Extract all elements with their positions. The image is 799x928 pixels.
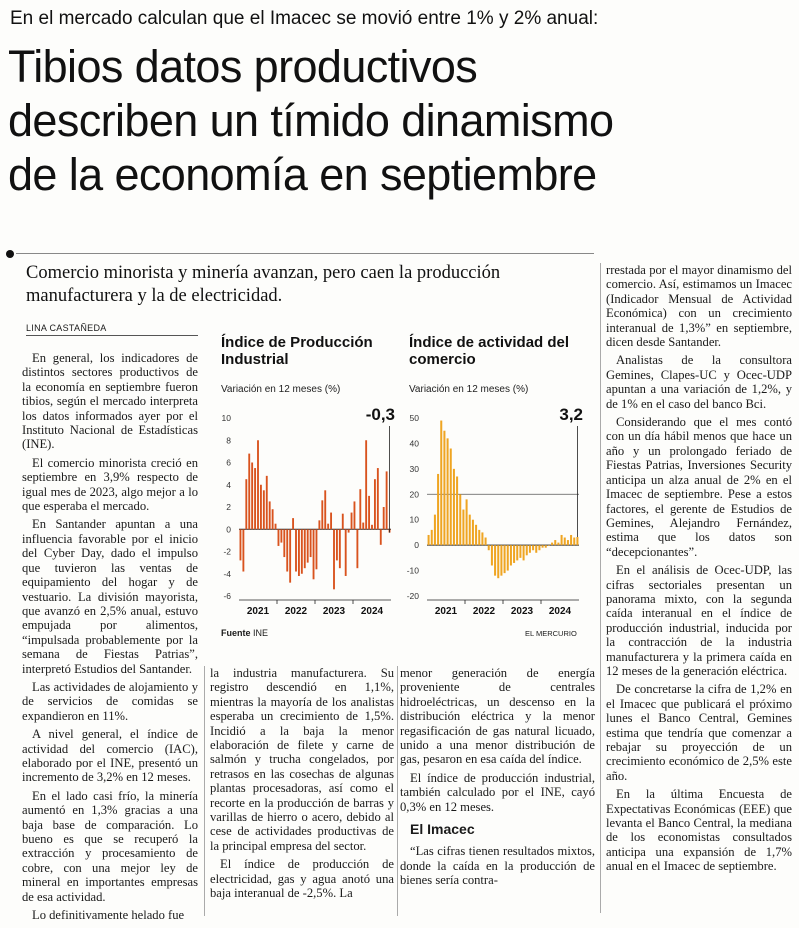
- bar: [336, 529, 338, 560]
- divider: [16, 253, 594, 254]
- bar: [538, 545, 540, 550]
- y-tick-label: 50: [409, 413, 419, 423]
- bar: [567, 540, 569, 545]
- bar: [354, 501, 356, 529]
- bar: [447, 438, 449, 545]
- bar: [545, 545, 547, 548]
- bar: [295, 529, 297, 571]
- bar: [456, 476, 458, 545]
- paragraph: A nivel general, el índice de actividad del comercio (IAC), elaborado por el INE, presentó un incremento de 3,2% en 12 meses.: [22, 727, 198, 785]
- headline-line: Tibios datos productivos: [8, 41, 478, 92]
- bar: [345, 529, 347, 576]
- x-tick-label: 2021: [434, 606, 458, 617]
- x-tick-label: 2023: [322, 606, 346, 617]
- paragraph: Las actividades de alojamiento y de servicios de comidas se expandieron en 11%.: [22, 679, 198, 723]
- chart-subtitle: Variación en 12 meses (%): [409, 384, 529, 395]
- bar: [263, 490, 265, 529]
- bar: [510, 545, 512, 565]
- bar: [260, 485, 262, 530]
- paragraph: “Las cifras tienen resultados mixtos, donde la caída en la producción de bienes sería contra-: [400, 844, 595, 888]
- y-tick-label: 30: [409, 463, 419, 474]
- bar: [453, 469, 455, 545]
- x-tick-label: 2021: [246, 606, 270, 617]
- bar: [557, 543, 559, 546]
- bar: [292, 518, 294, 529]
- bar: [443, 431, 445, 545]
- bar: [313, 529, 315, 579]
- bar: [535, 545, 537, 553]
- bar: [351, 513, 353, 530]
- x-tick-label: 2022: [284, 606, 308, 617]
- bar: [488, 545, 490, 550]
- bar: [500, 545, 502, 576]
- bar: [278, 529, 280, 546]
- paragraph: En el análisis de Ocec-UDP, las cifras sectoriales presentan un panorama mixto, con la segunda caída interanual en el índice de producción industrial, inducida por la contracción de la industria manufacturera y la primera caída en 12 meses de la generación eléctrica.: [606, 563, 792, 678]
- bar: [519, 545, 521, 558]
- bar: [466, 499, 468, 545]
- bar: [275, 524, 277, 530]
- bar: [437, 474, 439, 545]
- bar: [564, 538, 566, 546]
- bar: [469, 515, 471, 546]
- bar: [554, 540, 556, 545]
- bar: [383, 507, 385, 529]
- bar: [491, 545, 493, 565]
- bar: [272, 509, 274, 529]
- chart-title: Índice de actividad del comercio: [409, 334, 570, 368]
- bar: [532, 545, 534, 550]
- chart-source-value: INE: [253, 628, 269, 638]
- bar: [257, 440, 259, 529]
- paragraph: El índice de producción industrial, también calculado por el INE, cayó 0,3% en 12 meses.: [400, 770, 595, 814]
- y-tick-label: 2: [226, 502, 231, 512]
- y-tick-label: -6: [223, 591, 231, 601]
- bar: [266, 476, 268, 529]
- bar: [478, 530, 480, 545]
- bar: [365, 440, 367, 529]
- highlight-value: 3,2: [559, 405, 583, 424]
- bar: [434, 515, 436, 546]
- bar: [301, 529, 303, 574]
- section-bullet: [6, 250, 14, 258]
- bar: [316, 529, 318, 569]
- bar: [576, 537, 578, 545]
- y-tick-label: 20: [409, 489, 419, 500]
- paragraph: El índice de producción de electricidad, gas y agua anotó una baja interanual de -2,5%. La: [210, 857, 394, 901]
- y-tick-label: 4: [226, 479, 231, 490]
- column-3: [400, 666, 595, 892]
- paragraph: Lo definitivamente helado fue: [32, 908, 185, 923]
- bar: [269, 501, 271, 529]
- y-tick-label: 0: [414, 540, 419, 551]
- bar: [240, 529, 242, 560]
- bar: [472, 520, 474, 545]
- bar: [307, 529, 309, 562]
- y-tick-label: 10: [409, 514, 419, 525]
- bar: [245, 479, 247, 529]
- highlight-value: -0,3: [365, 405, 395, 424]
- bar: [304, 529, 306, 568]
- bar: [324, 490, 326, 529]
- chart-source: [221, 628, 268, 638]
- bar: [298, 529, 300, 576]
- y-tick-label: 10: [221, 413, 231, 423]
- y-tick-label: 8: [226, 435, 231, 446]
- paragraph: El comercio minorista creció en septiembre en 3,9% respecto de igual mes de 2023, algo mejor a lo que esperaba el mercado.: [22, 455, 198, 514]
- bar: [280, 529, 282, 542]
- chart-panel: [209, 322, 595, 648]
- bar: [475, 525, 477, 545]
- paragraph: En el lado casi frío, la minería aumentó en 1,3% gracias a una baja base de comparación. Lo bueno es que se recuperó la extracción y procesamiento de cobre, con una mejor ley de mineral en importantes empresas de esa actividad.: [22, 788, 198, 904]
- bar: [526, 545, 528, 555]
- bar: [333, 529, 335, 589]
- y-tick-label: -4: [223, 568, 231, 579]
- bar: [310, 529, 312, 557]
- column-divider: [397, 666, 398, 916]
- bar: [339, 529, 341, 568]
- x-tick-label: 2022: [472, 606, 496, 617]
- bar: [548, 545, 550, 546]
- bar: [330, 513, 332, 530]
- bar: [248, 454, 250, 530]
- headline-line: describen un tímido dinamismo: [8, 95, 614, 146]
- bar: [348, 529, 350, 532]
- chart-credit: EL MERCURIO: [525, 629, 577, 638]
- subhead: Comercio minorista y minería avanzan, pero caen la producción manufacturera y la de electricidad.: [26, 263, 501, 306]
- bar: [359, 489, 361, 529]
- bar: [371, 525, 373, 529]
- bar: [561, 535, 563, 545]
- bar: [362, 523, 364, 530]
- x-tick-label: 2023: [510, 606, 534, 617]
- column-1: [22, 351, 198, 926]
- paragraph: menor generación de energía proveniente de centrales hidroeléctricas, un descenso en la distribución eléctrica y la menor regasificación de gas natural licuado, unido a una menor distribución de gas, pesaron en esa caída del índice.: [400, 666, 595, 767]
- kicker: En el mercado calculan que el Imacec se movió entre 1% y 2% anual:: [10, 8, 599, 29]
- byline: LINA CASTAÑEDA: [26, 323, 107, 333]
- bar: [516, 545, 518, 560]
- bar: [440, 421, 442, 546]
- bar: [481, 532, 483, 545]
- bar: [356, 529, 358, 568]
- paragraph: rrestada por el mayor dinamismo del comercio. Así, estimamos un Imacec (Indicador Mensual de Actividad Económica) con un crecimiento interanual de 1,3%” en septiembre, dicen desde Santander.: [606, 263, 792, 350]
- bar: [504, 545, 506, 573]
- bar: [386, 471, 388, 529]
- paragraph: En Santander apuntan a una influencia favorable por el inicio del Cyber Day, dado el impulso que tuvieron las ventas de equipamiento del hogar y de vestuario. La división mayorista, que avanzó en 2,5% anual, estuvo empujada por alimentos, “impulsada probablemente por la semana de Fiestas Patrias”, interpretó Estudios del Santander.: [22, 517, 198, 676]
- bar: [507, 545, 509, 570]
- paragraph: Analistas de la consultora Gemines, Clapes-UC y Ocec-UDP apuntan a una variación de 1,2%, y de 1% en el caso del banco Bci.: [606, 353, 792, 411]
- column-divider: [600, 263, 601, 913]
- bar: [368, 496, 370, 529]
- bar: [374, 479, 376, 529]
- bar: [529, 545, 531, 553]
- chart-canvas: [209, 400, 595, 630]
- bar: [321, 500, 323, 529]
- paragraph: De concretarse la cifra de 1,2% en el Imacec que publicará el próximo lunes el Banco Central, Gemines estima que tendría que comenzar a rebajar su proyección de un crecimiento económico de 2,5% este año.: [606, 682, 792, 783]
- bar: [380, 529, 382, 545]
- bar: [318, 520, 320, 529]
- x-tick-label: 2024: [548, 606, 572, 617]
- bar: [513, 545, 515, 563]
- bar: [551, 543, 553, 546]
- bar: [462, 510, 464, 546]
- y-tick-label: 0: [226, 524, 231, 535]
- bar: [428, 535, 430, 545]
- bar: [494, 545, 496, 576]
- paragraph: En general, los indicadores de distintos sectores productivos de la economía en septiembre fueron tibios, según el mercado interpreta los datos informados ayer por el Instituto Nacional de Estadísticas (INE).: [22, 351, 198, 452]
- bar: [283, 529, 285, 557]
- bar: [251, 463, 253, 530]
- bar: [342, 514, 344, 530]
- y-tick-label: -2: [223, 546, 231, 557]
- column-4: [606, 263, 792, 878]
- column-2: [210, 666, 394, 905]
- bar: [450, 449, 452, 546]
- bar: [254, 468, 256, 529]
- column-divider: [204, 666, 205, 916]
- bar: [542, 545, 544, 548]
- paragraph: En la última Encuesta de Expectativas Económicas (EEE) que levanta el Banco Central, la mediana de los economistas consultados anticipa una expansión de 1,7% anual en el Imacec de septiembre.: [606, 787, 792, 874]
- bar: [289, 529, 291, 582]
- bar: [242, 529, 244, 571]
- x-tick-label: 2024: [360, 606, 384, 617]
- bar: [327, 524, 329, 530]
- chart-title: Índice de Producción Industrial: [221, 334, 373, 368]
- y-tick-label: 6: [226, 457, 231, 468]
- y-tick-label: 40: [409, 438, 419, 449]
- paragraph: Considerando que el mes contó con un día hábil menos que hace un año y un prolongado feriado de Fiestas Patrias, Inversiones Security anticipa un alza anual de 2% en el Imacec de septiembre. Pese a estos factores, el gerente de Estudios de Gemines, Alejandro Fernández, estima que los datos son “decepcionantes”.: [606, 415, 792, 559]
- bar: [431, 530, 433, 545]
- paragraph: la industria manufacturera. Su registro descendió en 1,1%, mientras la mayoría de los analistas esperaba un crecimiento de 1,5%. Incidió a la baja la menor elaboración de filete y carne de salmón y trucha congelados, por retrasos en las cosechas de algunas plantas procesadoras, así como el recorte en la producción de barras y varillas de hierro o acero, debido al cese de actividades productivas de la principal empresa del sector.: [210, 666, 394, 853]
- bar: [497, 545, 499, 578]
- y-tick-label: -20: [406, 591, 419, 601]
- section-heading: El Imacec: [410, 821, 475, 838]
- bar: [570, 535, 572, 545]
- headline: [8, 40, 793, 202]
- y-tick-label: -10: [406, 565, 419, 576]
- headline-line: de la economía en septiembre: [8, 149, 597, 200]
- bar: [286, 529, 288, 571]
- bar: [459, 494, 461, 545]
- bar: [485, 538, 487, 546]
- bar: [377, 468, 379, 529]
- bar: [523, 545, 525, 560]
- byline-divider: [26, 335, 198, 336]
- chart-subtitle: Variación en 12 meses (%): [221, 384, 341, 395]
- bar: [573, 538, 575, 546]
- chart-source-label: Fuente: [221, 628, 251, 638]
